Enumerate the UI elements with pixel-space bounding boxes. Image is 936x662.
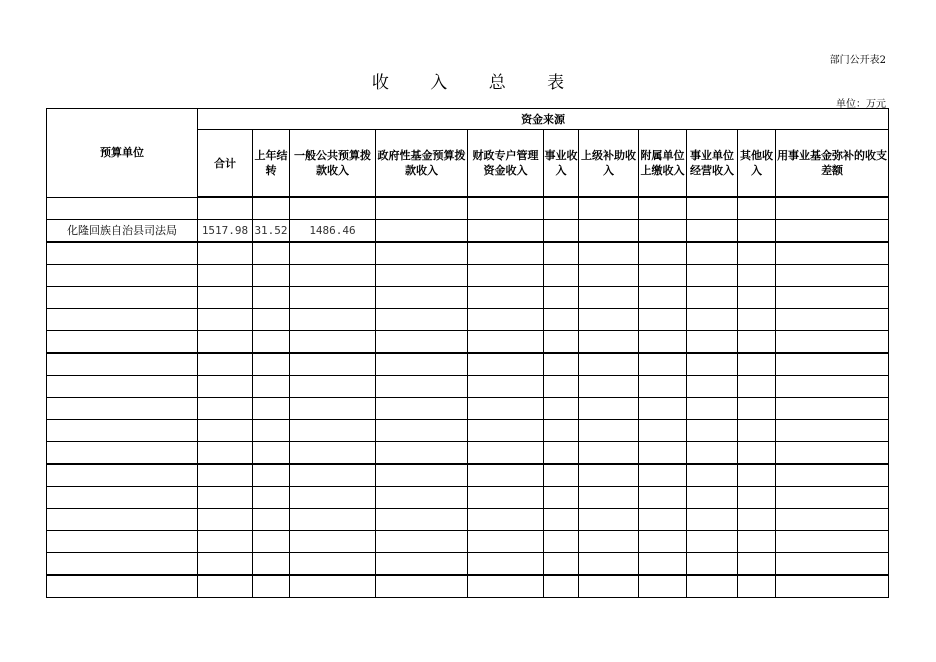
table-cell (253, 398, 290, 420)
income-summary-table (46, 108, 889, 598)
table-cell (47, 197, 198, 220)
header-business-operation: 事业单位经营收入 (687, 130, 738, 198)
table-cell (47, 265, 198, 287)
table-cell (468, 242, 544, 265)
table-cell (687, 420, 738, 442)
table-cell (544, 509, 579, 531)
table-cell (376, 287, 468, 309)
table-row (47, 220, 889, 243)
table-cell (290, 398, 376, 420)
table-cell (290, 242, 376, 265)
table-cell (468, 309, 544, 331)
table-cell (687, 575, 738, 598)
table-cell (639, 265, 687, 287)
table-cell (738, 509, 776, 531)
table-cell (776, 197, 889, 220)
table-cell (290, 531, 376, 553)
table-cell (639, 420, 687, 442)
table-cell (198, 531, 253, 553)
table-cell (579, 442, 639, 465)
table-cell (544, 531, 579, 553)
table-cell (253, 376, 290, 398)
table-cell (290, 353, 376, 376)
table-cell (738, 553, 776, 576)
table-cell-total: 1517.98 (198, 220, 253, 243)
table-cell (290, 442, 376, 465)
table-cell (47, 376, 198, 398)
table-cell (544, 420, 579, 442)
table-cell (290, 509, 376, 531)
table-cell (290, 265, 376, 287)
table-cell (639, 331, 687, 354)
table-cell (738, 353, 776, 376)
table-cell (579, 420, 639, 442)
table-cell (776, 242, 889, 265)
table-cell (198, 442, 253, 465)
table-cell (47, 487, 198, 509)
table-cell (198, 309, 253, 331)
table-cell (198, 420, 253, 442)
table-cell (253, 442, 290, 465)
table-cell (376, 242, 468, 265)
header-budget-unit: 预算单位 (47, 109, 198, 198)
table-cell (544, 353, 579, 376)
table-cell-fund-balance (776, 220, 889, 243)
table-cell (47, 442, 198, 465)
table-cell (639, 309, 687, 331)
table-row (47, 197, 889, 220)
table-cell (544, 487, 579, 509)
table-row (47, 509, 889, 531)
table-cell (290, 420, 376, 442)
table-cell (639, 353, 687, 376)
table-cell (639, 464, 687, 487)
table-cell (544, 464, 579, 487)
table-cell (468, 575, 544, 598)
table-cell (776, 487, 889, 509)
header-general-budget: 一般公共预算拨款收入 (290, 130, 376, 198)
table-cell (776, 442, 889, 465)
table-cell (47, 309, 198, 331)
table-cell (198, 197, 253, 220)
table-cell (544, 265, 579, 287)
table-cell (738, 442, 776, 465)
table-cell (47, 531, 198, 553)
table-cell (544, 575, 579, 598)
table-cell (579, 509, 639, 531)
table-cell (198, 353, 253, 376)
table-cell (687, 309, 738, 331)
table-cell-general-budget: 1486.46 (290, 220, 376, 243)
table-cell (738, 531, 776, 553)
table-cell (776, 376, 889, 398)
table-cell (579, 197, 639, 220)
table-row (47, 376, 889, 398)
table-row (47, 242, 889, 265)
table-cell (47, 398, 198, 420)
header-fund-balance: 用事业基金弥补的收支差额 (776, 130, 889, 198)
table-cell (579, 553, 639, 576)
table-cell (776, 553, 889, 576)
table-cell (253, 531, 290, 553)
table-cell (639, 376, 687, 398)
table-cell (639, 531, 687, 553)
table-cell (639, 287, 687, 309)
table-cell (579, 265, 639, 287)
table-cell (376, 553, 468, 576)
table-cell (738, 398, 776, 420)
table-cell (639, 197, 687, 220)
table-row (47, 420, 889, 442)
table-cell (738, 309, 776, 331)
table-cell (290, 575, 376, 598)
table-cell (468, 197, 544, 220)
table-cell (468, 331, 544, 354)
table-cell (687, 376, 738, 398)
table-cell (290, 376, 376, 398)
table-cell (198, 575, 253, 598)
table-row (47, 287, 889, 309)
table-cell-upper-subsidy (579, 220, 639, 243)
header-carry-over: 上年结转 (253, 130, 290, 198)
header-other-income: 其他收入 (738, 130, 776, 198)
table-cell-business-operation (687, 220, 738, 243)
table-cell (579, 376, 639, 398)
header-business-income: 事业收入 (544, 130, 579, 198)
table-cell (738, 197, 776, 220)
header-upper-subsidy: 上级补助收入 (579, 130, 639, 198)
table-cell (544, 309, 579, 331)
table-cell (376, 442, 468, 465)
table-cell (468, 353, 544, 376)
table-cell (376, 575, 468, 598)
table-cell (376, 376, 468, 398)
table-cell (468, 464, 544, 487)
table-cell (776, 398, 889, 420)
table-cell (776, 287, 889, 309)
table-cell (544, 553, 579, 576)
table-cell (544, 287, 579, 309)
table-cell (687, 487, 738, 509)
header-affiliated-payment: 附属单位上缴收入 (639, 130, 687, 198)
table-cell (468, 420, 544, 442)
table-cell (47, 509, 198, 531)
header-gov-fund-budget: 政府性基金预算拨款收入 (376, 130, 468, 198)
table-cell (376, 398, 468, 420)
table-cell (198, 464, 253, 487)
table-cell (579, 531, 639, 553)
table-cell (579, 464, 639, 487)
table-cell (290, 331, 376, 354)
table-cell (579, 353, 639, 376)
table-cell (376, 265, 468, 287)
table-cell (47, 464, 198, 487)
table-cell (198, 376, 253, 398)
table-cell (776, 309, 889, 331)
table-cell (376, 331, 468, 354)
table-cell (776, 331, 889, 354)
table-cell (738, 242, 776, 265)
table-cell (579, 331, 639, 354)
header-fiscal-special: 财政专户管理资金收入 (468, 130, 544, 198)
table-cell (253, 509, 290, 531)
header-total: 合计 (198, 130, 253, 198)
table-cell (198, 509, 253, 531)
table-cell (198, 265, 253, 287)
table-cell (687, 242, 738, 265)
table-cell (639, 575, 687, 598)
table-cell-gov-fund-budget (376, 220, 468, 243)
table-cell (468, 531, 544, 553)
table-cell (687, 265, 738, 287)
table-row (47, 398, 889, 420)
table-cell (738, 575, 776, 598)
table-row (47, 553, 889, 576)
table-cell (47, 420, 198, 442)
table-cell (468, 442, 544, 465)
table-cell (639, 398, 687, 420)
table-row (47, 265, 889, 287)
table-cell (47, 242, 198, 265)
table-cell (290, 309, 376, 331)
table-cell (738, 265, 776, 287)
table-cell (253, 464, 290, 487)
table-cell (376, 531, 468, 553)
table-cell (253, 197, 290, 220)
table-cell (290, 287, 376, 309)
table-cell (579, 487, 639, 509)
table-cell (376, 420, 468, 442)
table-cell (376, 309, 468, 331)
table-cell (468, 487, 544, 509)
table-row (47, 575, 889, 598)
table-cell (776, 575, 889, 598)
table-cell (47, 331, 198, 354)
table-cell (776, 265, 889, 287)
table-row (47, 464, 889, 487)
table-cell (253, 487, 290, 509)
table-cell (639, 509, 687, 531)
table-cell (738, 376, 776, 398)
table-cell (198, 242, 253, 265)
table-cell-unit: 化隆回族自治县司法局 (47, 220, 198, 243)
page-title: 收 入 总 表 (371, 73, 583, 93)
table-cell (776, 420, 889, 442)
table-cell (468, 509, 544, 531)
table-cell (639, 242, 687, 265)
table-cell (376, 197, 468, 220)
table-cell (468, 376, 544, 398)
table-cell (639, 487, 687, 509)
table-row (47, 531, 889, 553)
table-cell (544, 442, 579, 465)
table-cell (47, 287, 198, 309)
table-cell (253, 353, 290, 376)
table-cell (639, 442, 687, 465)
table-cell (376, 509, 468, 531)
table-cell (776, 464, 889, 487)
table-cell (198, 487, 253, 509)
table-cell (687, 197, 738, 220)
table-row (47, 442, 889, 465)
table-cell (198, 331, 253, 354)
table-cell (544, 197, 579, 220)
table-cell (47, 575, 198, 598)
table-cell (579, 287, 639, 309)
table-cell (738, 287, 776, 309)
table-cell (579, 398, 639, 420)
table-row (47, 353, 889, 376)
table-cell (579, 575, 639, 598)
table-cell (544, 376, 579, 398)
table-cell (687, 531, 738, 553)
table-cell (468, 553, 544, 576)
table-cell-affiliated-payment (639, 220, 687, 243)
table-cell (776, 531, 889, 553)
table-cell (579, 242, 639, 265)
table-cell (198, 398, 253, 420)
table-cell (544, 398, 579, 420)
table-cell (47, 553, 198, 576)
table-cell (253, 331, 290, 354)
header-fund-source: 资金来源 (198, 109, 889, 130)
table-cell (687, 287, 738, 309)
table-cell (253, 287, 290, 309)
table-cell (579, 309, 639, 331)
table-cell (776, 509, 889, 531)
table-cell (290, 197, 376, 220)
table-cell-other-income (738, 220, 776, 243)
table-cell (47, 353, 198, 376)
table-cell (687, 398, 738, 420)
table-cell (198, 553, 253, 576)
table-cell (738, 487, 776, 509)
table-cell (687, 331, 738, 354)
table-cell (687, 464, 738, 487)
table-cell (253, 265, 290, 287)
table-cell (687, 353, 738, 376)
table-cell (290, 464, 376, 487)
table-cell (253, 242, 290, 265)
table-cell (468, 287, 544, 309)
table-cell-carry-over: 31.52 (253, 220, 290, 243)
table-row (47, 309, 889, 331)
table-cell-fiscal-special (468, 220, 544, 243)
table-cell (687, 553, 738, 576)
table-cell (738, 420, 776, 442)
table-cell (468, 398, 544, 420)
table-cell (544, 331, 579, 354)
table-cell (253, 420, 290, 442)
table-cell (376, 353, 468, 376)
table-cell (290, 487, 376, 509)
table-cell (776, 353, 889, 376)
unit-note: 单位：万元 (836, 99, 886, 110)
table-cell (198, 287, 253, 309)
table-cell (253, 309, 290, 331)
table-row (47, 487, 889, 509)
table-cell (290, 553, 376, 576)
table-cell (738, 331, 776, 354)
table-row (47, 331, 889, 354)
table-cell (376, 487, 468, 509)
table-cell (376, 464, 468, 487)
table-cell (687, 442, 738, 465)
form-number: 部门公开表2 (829, 55, 886, 66)
table-cell (468, 265, 544, 287)
table-cell (738, 464, 776, 487)
table-cell-business-income (544, 220, 579, 243)
table-cell (253, 553, 290, 576)
table-cell (639, 553, 687, 576)
table-cell (544, 242, 579, 265)
table-cell (253, 575, 290, 598)
table-cell (687, 509, 738, 531)
